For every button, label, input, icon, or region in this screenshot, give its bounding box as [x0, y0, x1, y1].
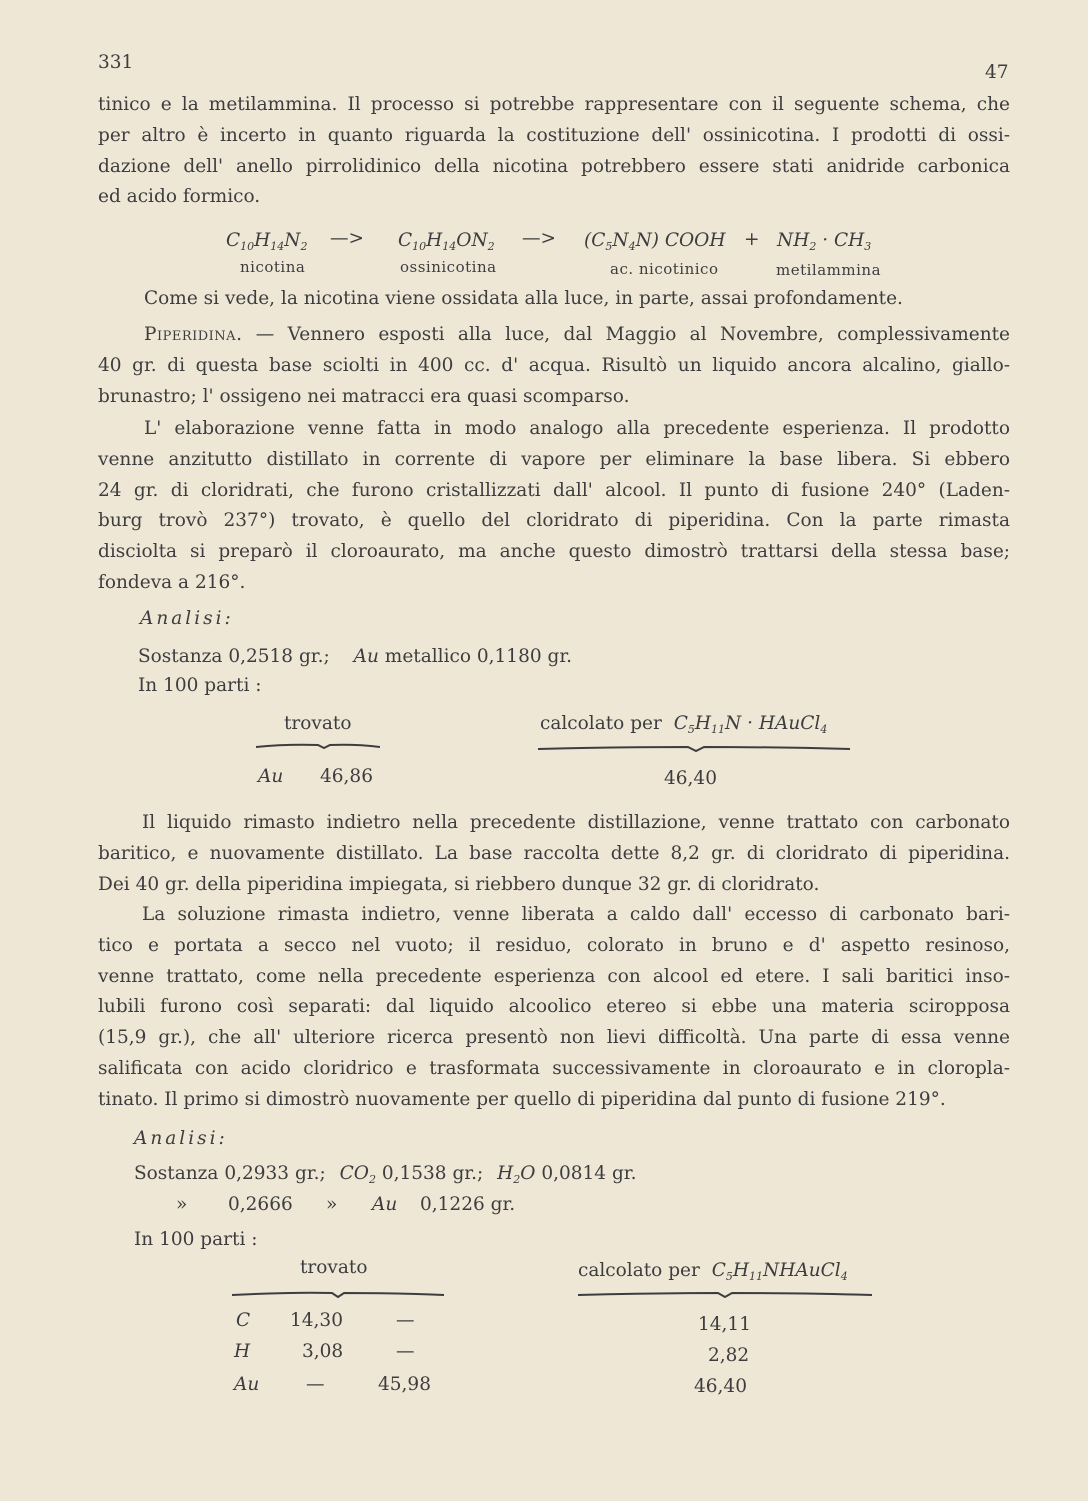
- paragraph-5: [98, 808, 1010, 900]
- text-line: 40 gr. di questa base sciolti in 400 cc. d' acqua. Risultò un liquido ancora alcalino, giallo-: [98, 354, 1010, 376]
- value-found-2: —: [396, 1310, 415, 1331]
- text-line: La soluzione rimasta indietro, venne liberata a caldo dall' eccesso di carbonato bari-: [142, 904, 1010, 925]
- value-calc: 2,82: [708, 1345, 750, 1366]
- text-line: ed acido formico.: [98, 186, 261, 208]
- column-header-found: trovato: [300, 1257, 368, 1278]
- text-line: Dei 40 gr. della piperidina impiegata, si riebbero dunque 32 gr. di cloridrato.: [98, 873, 820, 895]
- value-found-2: —: [396, 1341, 415, 1362]
- text-line: tico e portata a secco nel vuoto; il residuo, colorato in bruno e d' aspetto resinoso,: [98, 934, 1010, 956]
- text-line: baritico, e nuovamente distillato. La base raccolta dette 8,2 gr. di cloridrato di piperidina.: [98, 842, 1010, 864]
- label-ossinicotina: ossinicotina: [400, 258, 497, 276]
- element-symbol: Au: [234, 1374, 260, 1395]
- text-line: dazione dell' anello pirrolidinico della nicotina potrebbero essere stati anidride carbonica: [98, 155, 1010, 177]
- arrow-icon: —>: [330, 228, 365, 249]
- value-calc: 14,11: [698, 1314, 751, 1335]
- value-found: 3,08: [302, 1341, 344, 1362]
- text-line: tinico e la metilammina. Il processo si potrebbe rappresentare con il seguente schema, che: [98, 94, 1010, 115]
- analysis-line: Sostanza 0,2933 gr.; $CO_2$ 0,1538 gr.; $H_2O$ 0,0814 gr.: [134, 1163, 637, 1186]
- text-line: disciolta si preparò il cloroaurato, ma anche questo dimostrò trattarsi della stessa base;: [98, 541, 1010, 563]
- section-heading: Piperidina.: [144, 324, 243, 345]
- value-found: —: [306, 1374, 325, 1395]
- formula-metilammina: $NH_2 \cdot CH_3$: [777, 230, 872, 253]
- text-line: salificata con acido cloridrico e trasformata successivamente in cloroaurato e in cloropla-: [98, 1057, 1010, 1079]
- analysis-line: In 100 parti :: [134, 1229, 258, 1250]
- formula-nicotina: $C_{10}H_{14}N_2$: [226, 230, 308, 253]
- value-calc: 46,40: [694, 1376, 747, 1397]
- element-symbol: C: [236, 1310, 251, 1331]
- element-symbol: Au: [258, 766, 284, 787]
- column-header-found: trovato: [284, 713, 352, 734]
- column-header-calc: calcolato per $C_5H_{11}N$ · HAuCl$_4$: [540, 713, 828, 736]
- paragraph-4: [98, 414, 1010, 599]
- paragraph-3: [98, 320, 1010, 412]
- plus-sign: +: [744, 229, 760, 250]
- formula-ossinicotina: $C_{10}H_{14}ON_2$: [398, 230, 495, 253]
- text-line: venne anzitutto distillato in corrente di vapore per eliminare la base libera. Si ebbero: [98, 448, 1010, 470]
- analysis-title: Analisi:: [134, 1128, 228, 1149]
- paragraph-2: Come si vede, la nicotina viene ossidata alla luce, in parte, assai profondamente.: [144, 288, 903, 309]
- value-found-2: 45,98: [378, 1374, 431, 1395]
- analysis-line: »: [326, 1194, 338, 1215]
- text-line: lubili furono così separati: dal liquido alcoolico etereo si ebbe una materia sciropposa: [98, 996, 1010, 1018]
- label-nicotina: nicotina: [240, 258, 306, 276]
- text-line: Il liquido rimasto indietro nella precedente distillazione, venne trattato con carbonato: [142, 812, 1010, 833]
- value-found: 14,30: [290, 1310, 343, 1331]
- element-symbol: H: [234, 1341, 251, 1362]
- value-calc: 46,40: [664, 768, 717, 789]
- page-number-left: 331: [98, 52, 134, 73]
- analysis-value: 0,1226 gr.: [420, 1194, 516, 1215]
- paragraph-1: [98, 90, 1010, 213]
- analysis-line: Sostanza 0,2518 gr.; Au metallico 0,1180 gr.: [138, 646, 573, 667]
- label-acido-nicotinico: ac. nicotinico: [610, 260, 719, 278]
- text-line: (15,9 gr.), che all' ulteriore ricerca presentò non lievi difficoltà. Una parte di essa venne: [98, 1027, 1010, 1049]
- analysis-line: In 100 parti :: [138, 675, 262, 696]
- formula-acid: $(C_5N_4N)$ COOH: [584, 230, 726, 253]
- text-line: 24 gr. di cloridrati, che furono cristallizzati dall' alcool. Il punto di fusione 240° (Laden-: [98, 479, 1010, 501]
- label-metilammina: metilammina: [776, 261, 882, 279]
- element-symbol: Au: [372, 1194, 398, 1215]
- text-line: venne trattato, come nella precedente esperienza con alcool ed etere. I sali baritici inso-: [98, 965, 1010, 987]
- text-line: per altro è incerto in quanto riguarda la costituzione dell' ossinicotina. I prodotti di ossi-: [98, 124, 1010, 146]
- text-line: fondeva a 216°.: [98, 571, 246, 593]
- analysis-value: 0,2666: [228, 1194, 293, 1215]
- text-line: Piperidina. — Vennero esposti alla luce, dal Maggio al Novembre, complessivamente: [144, 324, 1010, 345]
- value-found: 46,86: [320, 766, 373, 787]
- analysis-line: »: [176, 1194, 188, 1215]
- analysis-title: Analisi:: [140, 608, 234, 629]
- column-header-calc: calcolato per $C_5H_{11}NHAuCl_4$: [578, 1260, 848, 1283]
- page-number-right: 47: [985, 62, 1009, 83]
- text-line: burg trovò 237°) trovato, è quello del cloridrato di piperidina. Con la parte rimasta: [98, 510, 1010, 532]
- text-line: brunastro; l' ossigeno nei matracci era quasi scomparso.: [98, 385, 630, 407]
- paragraph-6: [98, 900, 1010, 1116]
- text-line: tinato. Il primo si dimostrò nuovamente per quello di piperidina dal punto di fusione 219°.: [98, 1088, 946, 1110]
- arrow-icon: —>: [522, 228, 557, 249]
- text-line: L' elaborazione venne fatta in modo analogo alla precedente esperienza. Il prodotto: [144, 418, 1010, 439]
